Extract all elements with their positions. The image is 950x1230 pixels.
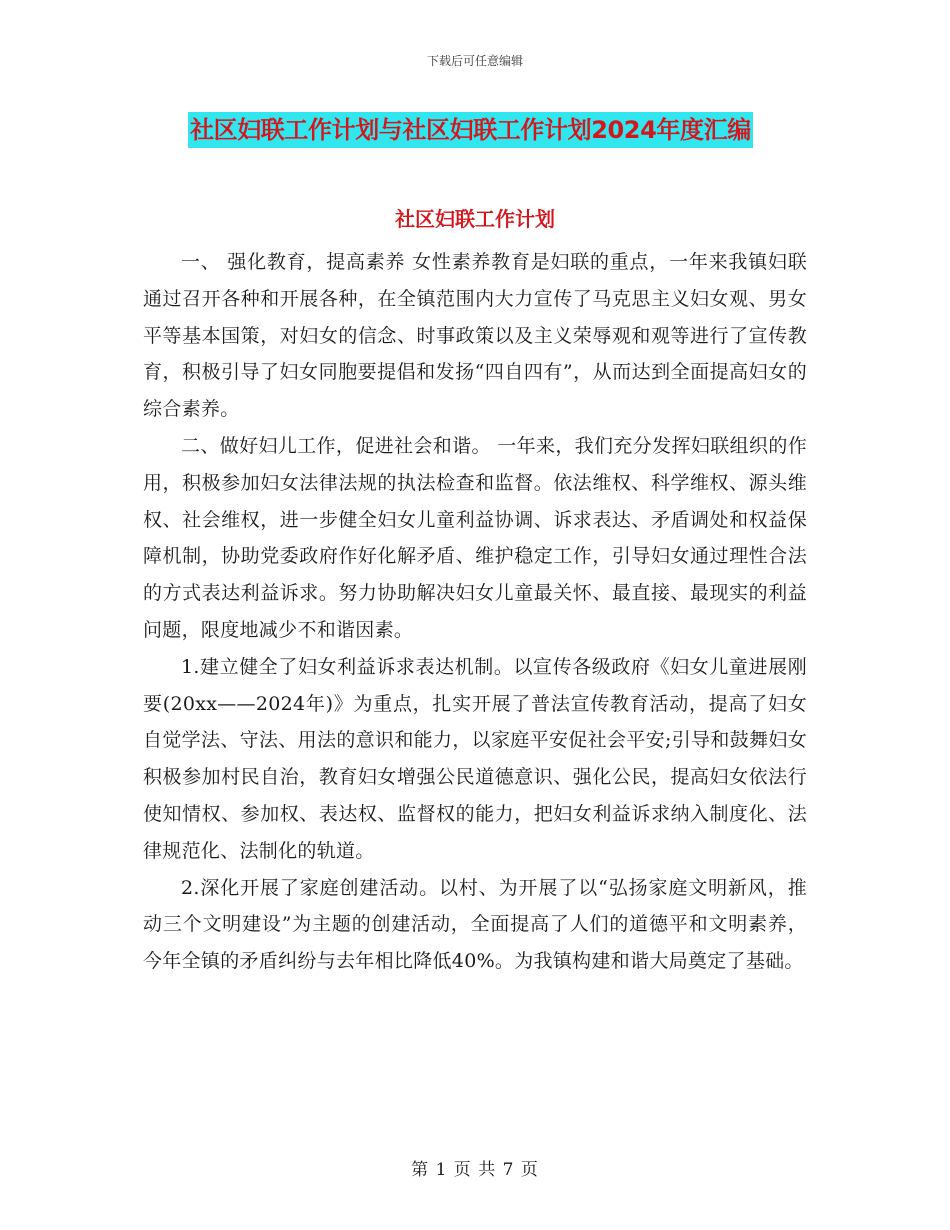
paragraph: 一、 强化教育，提高素养 女性素养教育是妇联的重点，一年来我镇妇联通过召开各种和开展各种，在全镇范围内大力宣传了马克思主义妇女观、男女平等基本国策，对妇女的信念、时事政策以及主义荣辱观和观等进行了宣传教育，积极引导了妇女同胞要提倡和发扬“四自四有”，从而达到全面提高妇女的综合素养。 — [143, 251, 807, 421]
section-title: 社区妇联工作计划 — [395, 207, 555, 231]
header-note: 下载后可任意编辑 — [426, 54, 523, 68]
paragraph: 2.深化开展了家庭创建活动。以村、为开展了以“弘扬家庭文明新风，推动三个文明建设”为主题的创建活动，全面提高了人们的道德平和文明素养，今年全镇的矛盾纠纷与去年相比降低40%。为我镇构建和谐大局奠定了基础。 — [143, 876, 807, 973]
paragraph: 1.建立健全了妇女利益诉求表达机制。以宣传各级政府《妇女儿童进展刚要(20xx——2024年)》为重点，扎实开展了普法宣传教育活动，提高了妇女自觉学法、守法、用法的意识和能力，以家庭平安促社会平安;引导和鼓舞妇女积极参加村民自治，教育妇女增强公民道德意识、强化公民，提高妇女依法行使知情权、参加权、表达权、监督权的能力，把妇女利益诉求纳入制度化、法律规范化、法制化的轨道。 — [143, 655, 807, 862]
document-title: 社区妇联工作计划与社区妇联工作计划2024年度汇编 — [188, 112, 753, 148]
document-body — [143, 244, 807, 980]
paragraph: 二、做好妇儿工作，促进社会和谐。 一年来，我们充分发挥妇联组织的作用，积极参加妇女法律法规的执法检查和监督。依法维权、科学维权、源头维权、社会维权，进一步健全妇女儿童利益协调、诉求表达、矛盾调处和权益保障机制，协助党委政府作好化解矛盾、维护稳定工作，引导妇女通过理性合法的方式表达利益诉求。努力协助解决妇女儿童最关怀、最直接、最现实的利益问题，限度地减少不和谐因素。 — [143, 434, 807, 641]
page-number: 第 1 页 共 7 页 — [411, 1160, 539, 1180]
